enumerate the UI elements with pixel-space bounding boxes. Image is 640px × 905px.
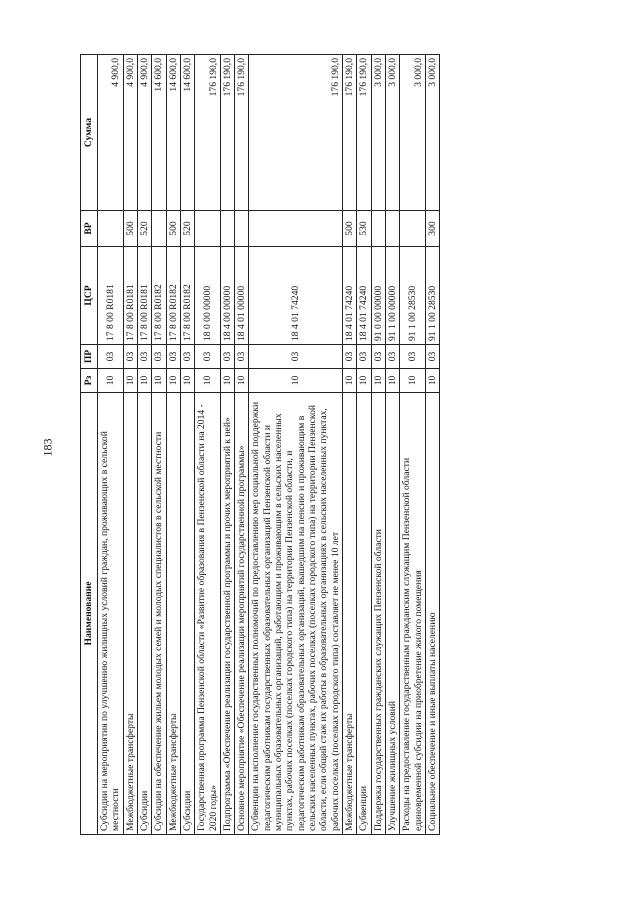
cell-vr xyxy=(152,211,166,247)
page-number: 183 xyxy=(40,438,55,457)
cell-rz: 10 xyxy=(400,369,426,393)
table-row xyxy=(220,55,234,835)
cell-csr: 91 1 00 28530 xyxy=(400,247,426,345)
table-row xyxy=(123,55,137,835)
cell-rz: 10 xyxy=(235,369,249,393)
cell-csr: 91 0 00 00000 xyxy=(371,247,385,345)
table-row xyxy=(425,55,439,835)
cell-sum: 14 600,0 xyxy=(166,55,180,211)
cell-name: Государственная программа Пензенской области «Развитие образования в Пензенской области на 2014 - 2020 годы» xyxy=(195,393,221,835)
cell-name: Субвенции на исполнение государственных полномочий по предоставлению мер социальной поддержки педагогическим работникам государственных образовательных организаций Пензенской области и муниципальных образовательных организаций, работающим и проживающим в сельских населенных пунктах, рабочих поселках (поселках городского типа) на территории Пензенской области, и педагогическим работникам образовательных организаций, вышедшим на пенсию и проживающим в сельских населенных пунктах, рабочих поселках (поселках городского типа) на территории Пензенской области, если общий стаж их работы в образовательных организациях в сельских населенных пунктах, рабочих поселках (поселках городского типа) составляет не менее 10 лет xyxy=(249,393,343,835)
cell-sum: 176 190,0 xyxy=(249,55,343,211)
cell-csr: 91 1 00 28530 xyxy=(425,247,439,345)
cell-name: Поддержка государственных гражданских служащих Пензенской области xyxy=(371,393,385,835)
table-row xyxy=(195,55,221,835)
cell-vr xyxy=(235,211,249,247)
header-csr: ЦСР xyxy=(81,247,98,345)
cell-name: Субсидии на обеспечение жильем молодых семей и молодых специалистов в сельской местности xyxy=(152,393,166,835)
cell-csr: 18 0 00 00000 xyxy=(195,247,221,345)
cell-sum: 3 000,0 xyxy=(385,55,399,211)
header-pr: ПР xyxy=(81,345,98,369)
table-row xyxy=(371,55,385,835)
cell-vr: 300 xyxy=(425,211,439,247)
cell-vr: 500 xyxy=(123,211,137,247)
cell-sum: 4 900,0 xyxy=(98,55,124,211)
cell-sum: 176 190,0 xyxy=(235,55,249,211)
cell-pr: 03 xyxy=(342,345,356,369)
cell-pr: 03 xyxy=(195,345,221,369)
cell-rz: 10 xyxy=(425,369,439,393)
cell-sum: 4 900,0 xyxy=(123,55,137,211)
cell-name: Расходы на предоставление государственным гражданским служащим Пензенской области единовременной субсидии на приобретение жилого помещения xyxy=(400,393,426,835)
cell-csr: 91 1 00 00000 xyxy=(385,247,399,345)
cell-pr: 03 xyxy=(166,345,180,369)
cell-rz: 10 xyxy=(180,369,194,393)
cell-pr: 03 xyxy=(180,345,194,369)
cell-rz: 10 xyxy=(371,369,385,393)
cell-pr: 03 xyxy=(235,345,249,369)
cell-sum: 4 900,0 xyxy=(137,55,151,211)
cell-csr: 18 4 01 74240 xyxy=(342,247,356,345)
cell-name: Субсидии на мероприятия по улучшению жилищных условий граждан, проживающих в сельской местности xyxy=(98,393,124,835)
cell-vr: 500 xyxy=(166,211,180,247)
cell-rz: 10 xyxy=(152,369,166,393)
table-row xyxy=(152,55,166,835)
table-row xyxy=(357,55,371,835)
cell-rz: 10 xyxy=(342,369,356,393)
cell-name: Субсидии xyxy=(180,393,194,835)
cell-rz: 10 xyxy=(137,369,151,393)
cell-csr: 18 4 00 00000 xyxy=(220,247,234,345)
cell-pr: 03 xyxy=(249,345,343,369)
cell-name: Субсидии xyxy=(137,393,151,835)
header-sum: Сумма xyxy=(81,55,98,211)
cell-csr: 17 8 00 R0182 xyxy=(166,247,180,345)
table-row xyxy=(342,55,356,835)
table-row xyxy=(385,55,399,835)
cell-pr: 03 xyxy=(371,345,385,369)
cell-sum: 14 600,0 xyxy=(180,55,194,211)
cell-name: Основное мероприятие «Обеспечение реализации мероприятий государственной программы» xyxy=(235,393,249,835)
cell-csr: 17 8 00 R0181 xyxy=(123,247,137,345)
cell-pr: 03 xyxy=(220,345,234,369)
cell-csr: 17 8 00 R0181 xyxy=(137,247,151,345)
cell-pr: 03 xyxy=(400,345,426,369)
table-row xyxy=(249,55,343,835)
budget-table xyxy=(80,54,440,835)
cell-csr: 18 4 01 00000 xyxy=(235,247,249,345)
cell-sum: 176 190,0 xyxy=(195,55,221,211)
cell-vr: 530 xyxy=(357,211,371,247)
cell-rz: 10 xyxy=(357,369,371,393)
cell-name: Субвенции xyxy=(357,393,371,835)
cell-vr xyxy=(385,211,399,247)
cell-sum: 176 190,0 xyxy=(357,55,371,211)
cell-rz: 10 xyxy=(385,369,399,393)
cell-sum: 176 190,0 xyxy=(220,55,234,211)
cell-name: Подпрограмма «Обеспечение реализации государственной программы и прочих мероприятий к ней» xyxy=(220,393,234,835)
cell-sum: 3 000,0 xyxy=(400,55,426,211)
cell-rz: 10 xyxy=(123,369,137,393)
cell-pr: 03 xyxy=(152,345,166,369)
cell-name: Межбюджетные трансферты xyxy=(123,393,137,835)
header-rz: Рз xyxy=(81,369,98,393)
header-vr: ВР xyxy=(81,211,98,247)
table-header-row xyxy=(81,55,98,835)
cell-vr xyxy=(249,211,343,247)
cell-vr: 520 xyxy=(180,211,194,247)
cell-sum: 14 600,0 xyxy=(152,55,166,211)
cell-rz: 10 xyxy=(249,369,343,393)
cell-csr: 18 4 01 74240 xyxy=(357,247,371,345)
cell-csr: 17 8 00 R0181 xyxy=(98,247,124,345)
cell-rz: 10 xyxy=(98,369,124,393)
cell-name: Межбюджетные трансферты xyxy=(166,393,180,835)
table-row xyxy=(137,55,151,835)
cell-vr xyxy=(220,211,234,247)
table-row xyxy=(166,55,180,835)
cell-name: Социальное обеспечение и иные выплаты населению xyxy=(425,393,439,835)
cell-pr: 03 xyxy=(357,345,371,369)
table-row xyxy=(235,55,249,835)
cell-pr: 03 xyxy=(123,345,137,369)
cell-rz: 10 xyxy=(220,369,234,393)
cell-csr: 17 8 00 R0182 xyxy=(152,247,166,345)
cell-vr: 500 xyxy=(342,211,356,247)
cell-sum: 3 000,0 xyxy=(425,55,439,211)
cell-vr: 520 xyxy=(137,211,151,247)
cell-pr: 03 xyxy=(137,345,151,369)
header-name: Наименование xyxy=(81,393,98,835)
table-row xyxy=(98,55,124,835)
cell-name: Улучшение жилищных условий xyxy=(385,393,399,835)
cell-pr: 03 xyxy=(385,345,399,369)
table-row xyxy=(180,55,194,835)
cell-rz: 10 xyxy=(195,369,221,393)
cell-pr: 03 xyxy=(425,345,439,369)
cell-vr xyxy=(371,211,385,247)
cell-vr xyxy=(98,211,124,247)
cell-csr: 18 4 01 74240 xyxy=(249,247,343,345)
cell-sum: 3 000,0 xyxy=(371,55,385,211)
cell-csr: 17 8 00 R0182 xyxy=(180,247,194,345)
cell-sum: 176 190,0 xyxy=(342,55,356,211)
cell-vr xyxy=(195,211,221,247)
cell-name: Межбюджетные трансферты xyxy=(342,393,356,835)
rotated-page xyxy=(80,55,572,835)
table-row xyxy=(400,55,426,835)
cell-rz: 10 xyxy=(166,369,180,393)
cell-pr: 03 xyxy=(98,345,124,369)
cell-vr xyxy=(400,211,426,247)
